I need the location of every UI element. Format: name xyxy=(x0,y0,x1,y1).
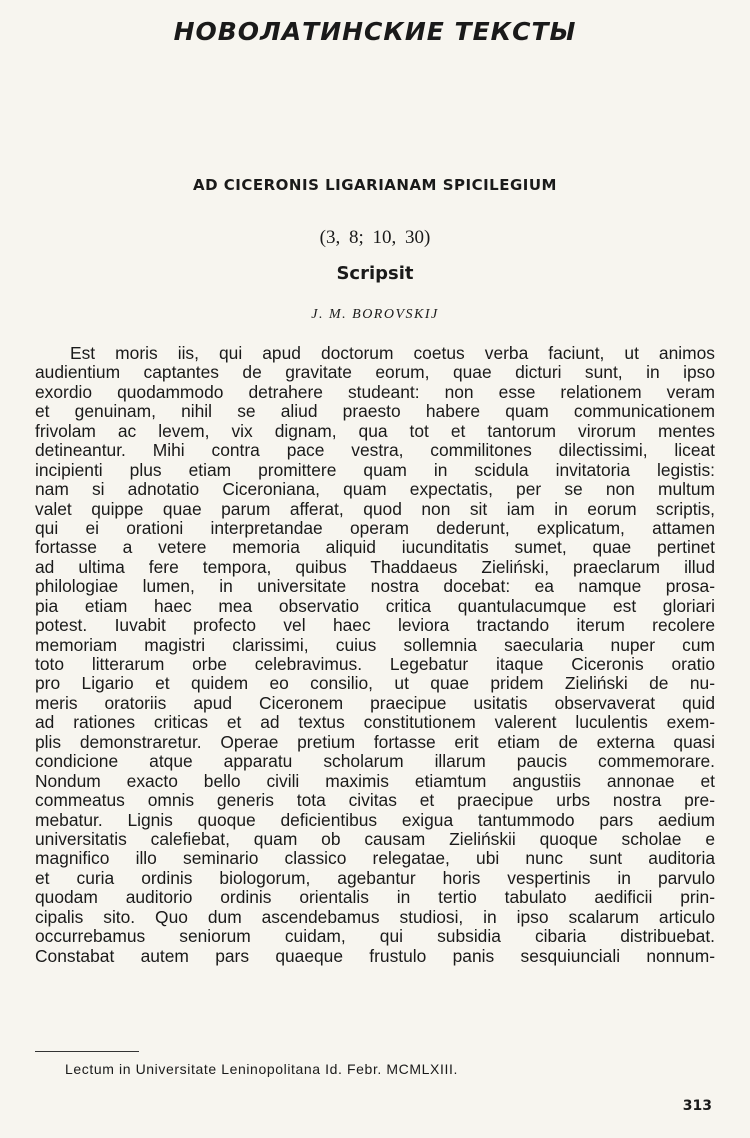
body-line: et genuinam, nihil se aliud praesto habere quam communicationem xyxy=(35,401,715,422)
body-line: frivolam ac levem, vix dignam, qua tot et tantorum virorum mentes xyxy=(35,420,715,441)
body-line: pro Ligario et quidem eo consilio, ut quae pridem Zieliński de nu- xyxy=(35,673,715,694)
body-line: Nondum exacto bello civili maximis etiamtum angustiis annonae et xyxy=(35,770,715,791)
body-line: cipalis sito. Quo dum ascendebamus studiosi, in ipso scalarum articulo xyxy=(35,906,715,927)
page-number: 313 xyxy=(682,1098,712,1114)
footnote: Lectum in Universitate Leninopolitana Id. Febr. MCMLXIII. xyxy=(65,1061,458,1077)
author-name: J. M. BOROVSKIJ xyxy=(311,307,439,322)
body-line: valet quippe quae parum afferat, quod non sit iam in eorum scriptis, xyxy=(35,498,715,519)
body-line: detineantur. Mihi contra pace vestra, commilitones dilectissimi, liceat xyxy=(35,440,715,461)
body-line: memoriam magistri clarissimi, cuius sollemnia saecularia nuper cum xyxy=(35,634,715,655)
body-text xyxy=(35,344,715,966)
body-line: incipienti plus etiam promittere quam in scidula invitatoria legistis: xyxy=(35,459,715,480)
body-line: meris oratoriis apud Ciceronem praecipue usitatis observaverat quid xyxy=(35,692,715,713)
body-line: qui ei orationi interpretandae operam dederunt, explicatum, attamen xyxy=(35,517,715,538)
body-line: mebatur. Lignis quoque deficientibus exigua tantummodo pars aedium xyxy=(35,809,715,830)
body-line: universitatis calefiebat, quam ob causam Zielińskii quoque scholae e xyxy=(35,828,715,849)
body-line: audientium captantes de gravitate eorum, quae dicturi sunt, in ipso xyxy=(35,362,715,383)
body-line: ad ultima fere tempora, quibus Thaddaeus Zieliński, praeclarum illud xyxy=(35,556,715,577)
body-line: exordio quodammodo detrahere studeant: non esse relationem veram xyxy=(35,381,715,402)
body-line: pia etiam haec mea observatio critica quantulacumque est gloriari xyxy=(35,595,715,616)
body-line: et curia ordinis biologorum, agebantur horis vespertinis in parvulo xyxy=(35,867,715,888)
body-line: ad rationes criticas et ad textus constitutionem valerent luculentis exem- xyxy=(35,712,715,733)
body-line: potest. Iuvabit profecto vel haec leviora tractando iterum recolere xyxy=(35,615,715,636)
body-line: condicione atque apparatu scholarum illarum paucis commemorare. xyxy=(35,751,715,772)
body-line: fortasse a vetere memoria aliquid iucunditatis sumet, quae pertinet xyxy=(35,537,715,558)
scripsit-label: Scripsit xyxy=(336,263,414,284)
body-line: occurrebamus seniorum cuidam, qui subsidia cibaria distribuebat. xyxy=(35,926,715,947)
body-line: commeatus omnis generis tota civitas et praecipue urbs nostra pre- xyxy=(35,790,715,811)
body-line: toto litterarum orbe celebravimus. Legebatur itaque Ciceronis oratio xyxy=(35,654,715,674)
body-line: nam si adnotatio Ciceroniana, quam expectatis, per se non multum xyxy=(35,479,715,500)
body-line: philologiae lumen, in universitate nostra docebat: ea namque prosa- xyxy=(35,576,715,597)
article-title: AD CICERONIS LIGARIANAM SPICILEGIUM xyxy=(193,176,557,194)
body-line: Est moris iis, qui apud doctorum coetus verba faciunt, ut animos xyxy=(70,343,715,363)
running-head: НОВОЛАТИНСКИЕ ТЕКСТЫ xyxy=(173,17,577,46)
body-line: plis demonstraretur. Operae pretium fortasse erit etiam de externa quasi xyxy=(35,731,715,752)
body-line: quodam auditorio ordinis orientalis in tertio tabulato aedificii prin- xyxy=(35,887,715,908)
body-line: magnifico illo seminario classico relegatae, ubi nunc sunt auditoria xyxy=(35,848,715,869)
footnote-divider xyxy=(35,1051,139,1052)
body-line: Constabat autem pars quaeque frustulo panis sesquiunciali nonnum- xyxy=(35,945,715,966)
citation-reference: (3, 8; 10, 30) xyxy=(319,227,431,248)
